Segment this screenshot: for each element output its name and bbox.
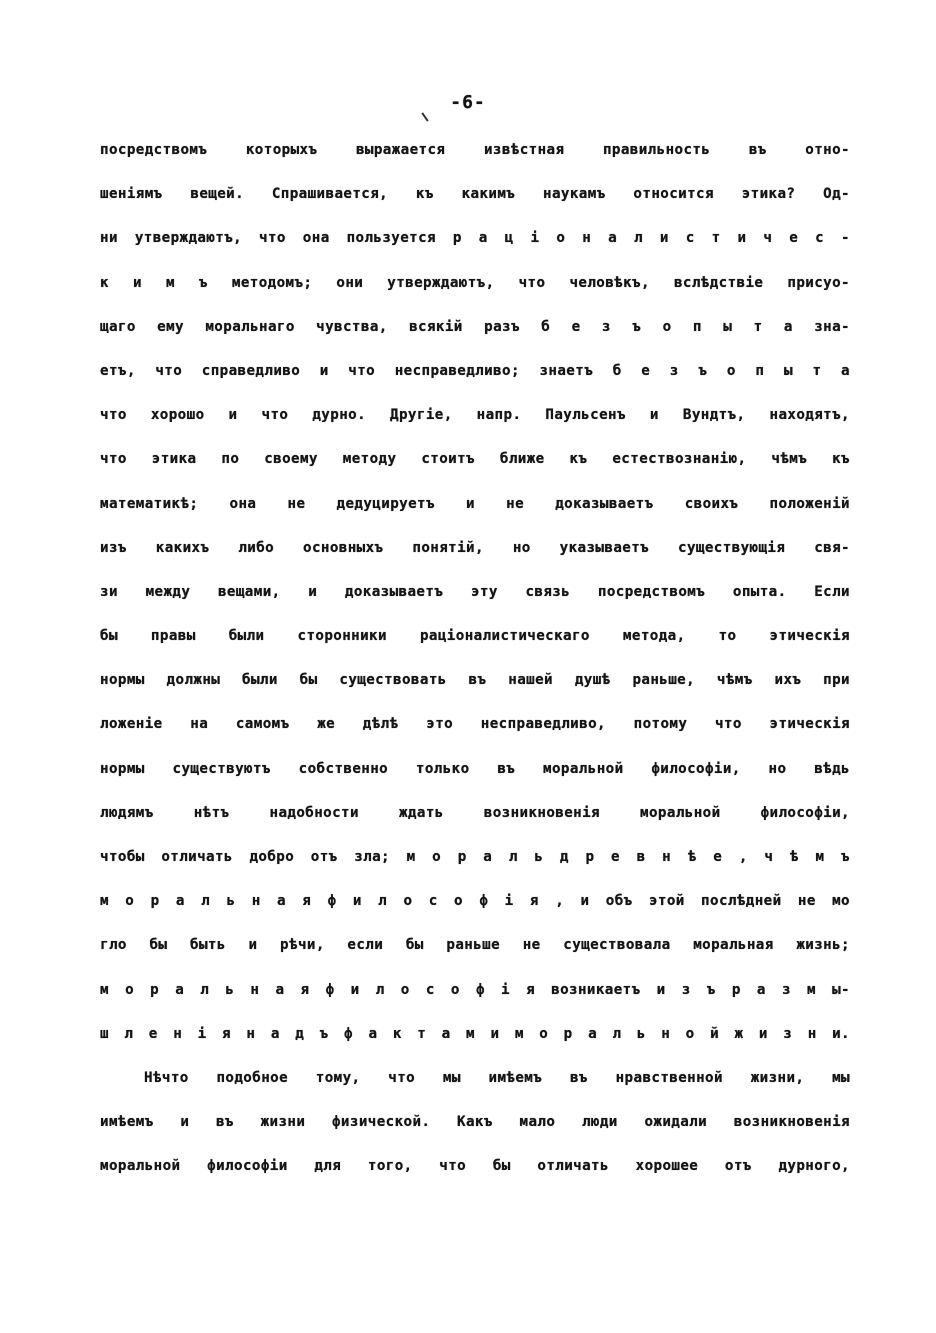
text-line: имѣемъ и въ жизни физической. Какъ мало люди ожидали возникновенія [100, 1114, 850, 1131]
text-line: изъ какихъ либо основныхъ понятій, но указываетъ существующія свя- [100, 539, 850, 556]
text-line: м о р а л ь н а я ф и л о с о ф і я , и объ этой послѣдней не мо [100, 893, 850, 910]
text-line: щаго ему моральнаго чувства, всякій разъ б е з ъ о п ы т а зна- [100, 318, 850, 335]
text-line: зи между вещами, и доказываетъ эту связь посредствомъ опыта. Если [100, 583, 850, 600]
text-line: чтобы отличать добро отъ зла; м о р а л ь д р е в н ѣ е , ч ѣ м ъ [100, 849, 850, 865]
text-line: нормы существуютъ собственно только въ моральной философіи, но вѣдь [100, 760, 850, 777]
text-line: что хорошо и что дурно. Другіе, напр. Паульсенъ и Вундтъ, находятъ, [100, 407, 850, 424]
page-number: -6- [450, 92, 486, 113]
text-line: шеніямъ вещей. Спрашивается, къ какимъ наукамъ относится этика? Од- [100, 186, 850, 203]
text-line: моральной философіи для того, что бы отличать хорошее отъ дурного, [100, 1158, 850, 1175]
text-line: что этика по своему методу стоитъ ближе къ естествознанію, чѣмъ къ [100, 451, 850, 468]
text-line: к и м ъ методомъ; они утверждаютъ, что человѣкъ, вслѣдствіе присуо- [100, 274, 850, 291]
body-text [100, 138, 850, 1199]
text-line: Нѣчто подобное тому, что мы имѣемъ въ нравственной жизни, мы [144, 1069, 850, 1086]
text-line: ш л е н і я н а д ъ ф а к т а м и м о р а л ь н о й ж и з н и. [100, 1025, 850, 1042]
text-line: м о р а л ь н а я ф и л о с о ф і я возникаетъ и з ъ р а з м ы- [100, 981, 850, 998]
text-line: посредствомъ которыхъ выражается извѣстная правильность въ отно- [100, 142, 850, 158]
text-line: людямъ нѣтъ надобности ждать возникновенія моральной философіи, [100, 804, 850, 821]
text-line: гло бы быть и рѣчи, если бы раньше не существовала моральная жизнь; [100, 937, 850, 954]
text-line: нормы должны были бы существовать въ нашей душѣ раньше, чѣмъ ихъ при [100, 672, 850, 689]
text-line: ложеніе на самомъ же дѣлѣ это несправедливо, потому что этическія [100, 716, 850, 733]
text-line: математикѣ; она не дедуцируетъ и не доказываетъ своихъ положеній [100, 495, 850, 512]
text-line: бы правы были сторонники раціоналистическаго метода, то этическія [100, 628, 850, 645]
text-line: етъ, что справедливо и что несправедливо; знаетъ б е з ъ о п ы т а [100, 362, 850, 379]
text-line: ни утверждаютъ, что она пользуется р а ц і о н а л и с т и ч е с - [100, 230, 850, 247]
stray-pen-mark [421, 112, 428, 121]
